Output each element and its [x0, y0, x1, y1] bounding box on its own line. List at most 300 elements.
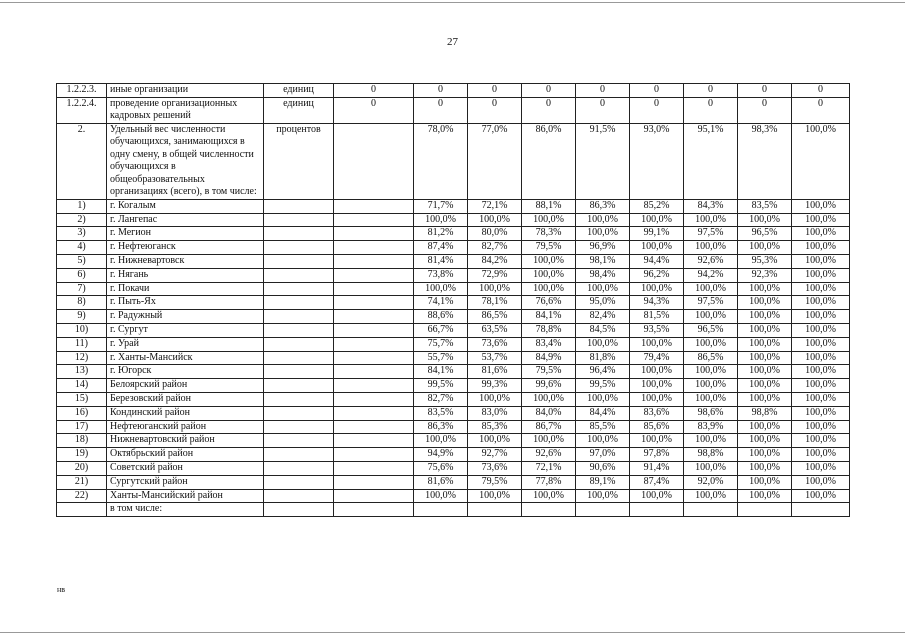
indicators-table: [56, 83, 850, 517]
row-index-cell: 15): [57, 392, 107, 406]
row-name-cell: Березовский район: [107, 392, 264, 406]
row-value-cell: 94,4%: [630, 254, 684, 268]
row-value-cell: 100,0%: [738, 448, 792, 462]
row-value-cell: 100,0%: [576, 489, 630, 503]
row-base-value-cell: [334, 489, 414, 503]
row-value-cell: 100,0%: [738, 213, 792, 227]
row-name-cell: Октябрьский район: [107, 448, 264, 462]
table-row: [57, 84, 850, 98]
row-value-cell: 100,0%: [792, 323, 850, 337]
row-value-cell: 100,0%: [684, 241, 738, 255]
row-value-cell: 85,3%: [468, 420, 522, 434]
row-name-cell: г. Нефтеюганск: [107, 241, 264, 255]
row-value-cell: 100,0%: [522, 213, 576, 227]
row-value-cell: 74,1%: [414, 296, 468, 310]
row-name-cell: г. Нягань: [107, 268, 264, 282]
row-value-cell: 84,9%: [522, 351, 576, 365]
row-value-cell: 82,7%: [468, 241, 522, 255]
row-value-cell: 100,0%: [414, 434, 468, 448]
row-value-cell: 0: [522, 84, 576, 98]
row-value-cell: 93,5%: [630, 323, 684, 337]
row-value-cell: 100,0%: [684, 282, 738, 296]
table-row: [57, 282, 850, 296]
row-value-cell: 100,0%: [630, 392, 684, 406]
table-row: [57, 489, 850, 503]
row-value-cell: 100,0%: [630, 379, 684, 393]
row-value-cell: 100,0%: [414, 282, 468, 296]
row-unit-cell: [264, 268, 334, 282]
table-row: [57, 254, 850, 268]
row-index-cell: 18): [57, 434, 107, 448]
table-row: [57, 199, 850, 213]
row-value-cell: 100,0%: [630, 282, 684, 296]
row-base-value-cell: [334, 227, 414, 241]
row-index-cell: 13): [57, 365, 107, 379]
page-number: 27: [447, 36, 458, 48]
row-value-cell: 100,0%: [630, 213, 684, 227]
row-value-cell: 100,0%: [684, 392, 738, 406]
row-value-cell: 100,0%: [792, 282, 850, 296]
row-value-cell: 92,0%: [684, 475, 738, 489]
row-value-cell: 99,3%: [468, 379, 522, 393]
row-index-cell: 6): [57, 268, 107, 282]
row-index-cell: 2.: [57, 123, 107, 199]
row-unit-cell: [264, 406, 334, 420]
row-value-cell: 84,0%: [522, 406, 576, 420]
table-row: [57, 268, 850, 282]
row-value-cell: 89,1%: [576, 475, 630, 489]
row-value-cell: 73,6%: [468, 461, 522, 475]
row-name-cell: Удельный вес численности обучающихся, занимающихся в одну смену, в общей численности обучающихся в общеобразовательных организациях (всего), в том числе:: [107, 123, 264, 199]
row-value-cell: 97,0%: [576, 448, 630, 462]
row-name-cell: г. Радужный: [107, 310, 264, 324]
row-index-cell: 12): [57, 351, 107, 365]
row-value-cell: 100,0%: [522, 489, 576, 503]
table-row: [57, 97, 850, 123]
row-value-cell: 98,8%: [738, 406, 792, 420]
row-value-cell: 63,5%: [468, 323, 522, 337]
row-value-cell: 80,0%: [468, 227, 522, 241]
row-value-cell: 86,3%: [576, 199, 630, 213]
row-value-cell: 83,0%: [468, 406, 522, 420]
row-value-cell: 100,0%: [738, 392, 792, 406]
row-value-cell: 96,5%: [684, 323, 738, 337]
row-value-cell: 100,0%: [792, 420, 850, 434]
row-value-cell: 81,6%: [468, 365, 522, 379]
row-name-cell: Нефтеюганский район: [107, 420, 264, 434]
row-value-cell: 77,0%: [468, 123, 522, 199]
row-index-cell: 9): [57, 310, 107, 324]
row-value-cell: 100,0%: [576, 337, 630, 351]
row-value-cell: 84,3%: [684, 199, 738, 213]
row-value-cell: 92,6%: [522, 448, 576, 462]
row-unit-cell: [264, 213, 334, 227]
row-index-cell: 4): [57, 241, 107, 255]
row-unit-cell: [264, 227, 334, 241]
row-value-cell: 100,0%: [738, 420, 792, 434]
row-value-cell: 100,0%: [684, 461, 738, 475]
row-value-cell: 100,0%: [522, 268, 576, 282]
row-value-cell: 100,0%: [630, 434, 684, 448]
row-value-cell: 100,0%: [738, 489, 792, 503]
row-value-cell: 0: [576, 97, 630, 123]
row-value-cell: 98,8%: [684, 448, 738, 462]
table-row: [57, 213, 850, 227]
table-row: [57, 503, 850, 517]
row-value-cell: 100,0%: [792, 241, 850, 255]
row-value-cell: 96,9%: [576, 241, 630, 255]
row-index-cell: 14): [57, 379, 107, 393]
row-value-cell: 100,0%: [522, 282, 576, 296]
row-value-cell: 100,0%: [792, 434, 850, 448]
row-value-cell: 97,5%: [684, 227, 738, 241]
row-unit-cell: процентов: [264, 123, 334, 199]
row-value-cell: 73,6%: [468, 337, 522, 351]
table-row: [57, 351, 850, 365]
row-value-cell: 95,0%: [576, 296, 630, 310]
row-value-cell: 100,0%: [468, 392, 522, 406]
row-value-cell: 86,7%: [522, 420, 576, 434]
row-base-value-cell: [334, 337, 414, 351]
row-unit-cell: [264, 503, 334, 517]
row-value-cell: 100,0%: [792, 351, 850, 365]
table-row: [57, 296, 850, 310]
row-value-cell: 100,0%: [792, 489, 850, 503]
row-index-cell: 8): [57, 296, 107, 310]
row-unit-cell: [264, 379, 334, 393]
row-value-cell: 83,5%: [414, 406, 468, 420]
row-unit-cell: [264, 475, 334, 489]
row-value-cell: 91,4%: [630, 461, 684, 475]
table-row: [57, 434, 850, 448]
row-index-cell: 22): [57, 489, 107, 503]
row-base-value-cell: [334, 213, 414, 227]
row-unit-cell: [264, 254, 334, 268]
row-unit-cell: [264, 489, 334, 503]
row-value-cell: 83,6%: [630, 406, 684, 420]
bottom-edge-line: [0, 632, 905, 633]
row-unit-cell: [264, 296, 334, 310]
row-value-cell: 100,0%: [792, 268, 850, 282]
row-value-cell: 100,0%: [792, 475, 850, 489]
table-row: [57, 337, 850, 351]
row-value-cell: 100,0%: [738, 282, 792, 296]
table-row: [57, 475, 850, 489]
row-value-cell: 100,0%: [792, 213, 850, 227]
row-value-cell: 100,0%: [738, 434, 792, 448]
row-value-cell: 71,7%: [414, 199, 468, 213]
row-value-cell: 84,1%: [414, 365, 468, 379]
row-value-cell: 75,7%: [414, 337, 468, 351]
row-value-cell: 0: [468, 97, 522, 123]
row-value-cell: 100,0%: [684, 365, 738, 379]
row-name-cell: проведение организационных кадровых решений: [107, 97, 264, 123]
row-value-cell: 83,5%: [738, 199, 792, 213]
row-unit-cell: [264, 434, 334, 448]
row-unit-cell: [264, 392, 334, 406]
row-value-cell: 85,5%: [576, 420, 630, 434]
row-value-cell: 79,5%: [522, 241, 576, 255]
row-value-cell: 0: [792, 84, 850, 98]
row-base-value-cell: 0: [334, 84, 414, 98]
row-index-cell: 19): [57, 448, 107, 462]
row-value-cell: 84,4%: [576, 406, 630, 420]
row-index-cell: 7): [57, 282, 107, 296]
row-value-cell: 100,0%: [738, 241, 792, 255]
row-index-cell: 1): [57, 199, 107, 213]
row-value-cell: 81,4%: [414, 254, 468, 268]
row-value-cell: 100,0%: [630, 241, 684, 255]
row-unit-cell: [264, 282, 334, 296]
row-value-cell: 83,4%: [522, 337, 576, 351]
row-value-cell: 0: [576, 84, 630, 98]
row-value-cell: 100,0%: [792, 123, 850, 199]
row-value-cell: 79,4%: [630, 351, 684, 365]
row-index-cell: 17): [57, 420, 107, 434]
row-value-cell: 78,3%: [522, 227, 576, 241]
row-index-cell: 20): [57, 461, 107, 475]
row-value-cell: [522, 503, 576, 517]
row-value-cell: [576, 503, 630, 517]
row-base-value-cell: [334, 296, 414, 310]
footer-note: нв: [57, 585, 66, 594]
row-value-cell: 100,0%: [792, 448, 850, 462]
row-index-cell: 3): [57, 227, 107, 241]
row-value-cell: 100,0%: [576, 434, 630, 448]
row-value-cell: 0: [414, 84, 468, 98]
row-name-cell: Ханты-Мансийский район: [107, 489, 264, 503]
row-value-cell: 83,9%: [684, 420, 738, 434]
row-value-cell: 86,5%: [684, 351, 738, 365]
row-value-cell: 100,0%: [468, 489, 522, 503]
row-name-cell: г. Сургут: [107, 323, 264, 337]
row-base-value-cell: [334, 379, 414, 393]
row-index-cell: 5): [57, 254, 107, 268]
row-index-cell: 1.2.2.3.: [57, 84, 107, 98]
row-value-cell: 100,0%: [792, 227, 850, 241]
row-value-cell: 53,7%: [468, 351, 522, 365]
row-value-cell: 90,6%: [576, 461, 630, 475]
row-value-cell: 100,0%: [630, 365, 684, 379]
row-unit-cell: единиц: [264, 84, 334, 98]
row-name-cell: г. Лангепас: [107, 213, 264, 227]
row-value-cell: 81,8%: [576, 351, 630, 365]
row-value-cell: 100,0%: [684, 213, 738, 227]
row-value-cell: 55,7%: [414, 351, 468, 365]
row-value-cell: 100,0%: [414, 213, 468, 227]
row-value-cell: 88,1%: [522, 199, 576, 213]
row-value-cell: 94,3%: [630, 296, 684, 310]
table-row: [57, 379, 850, 393]
row-value-cell: 100,0%: [792, 365, 850, 379]
row-unit-cell: [264, 323, 334, 337]
row-value-cell: 100,0%: [792, 379, 850, 393]
row-value-cell: 100,0%: [684, 379, 738, 393]
row-index-cell: 21): [57, 475, 107, 489]
row-value-cell: 77,8%: [522, 475, 576, 489]
row-value-cell: 72,9%: [468, 268, 522, 282]
top-edge-line: [0, 2, 905, 3]
row-unit-cell: [264, 199, 334, 213]
table-row: [57, 323, 850, 337]
row-value-cell: 95,1%: [684, 123, 738, 199]
row-value-cell: 100,0%: [738, 337, 792, 351]
row-name-cell: г. Урай: [107, 337, 264, 351]
row-value-cell: 100,0%: [684, 310, 738, 324]
row-name-cell: г. Мегион: [107, 227, 264, 241]
row-value-cell: 94,9%: [414, 448, 468, 462]
row-base-value-cell: [334, 475, 414, 489]
row-value-cell: 100,0%: [630, 489, 684, 503]
row-value-cell: 82,7%: [414, 392, 468, 406]
row-value-cell: 86,5%: [468, 310, 522, 324]
row-value-cell: 100,0%: [792, 254, 850, 268]
row-value-cell: [630, 503, 684, 517]
row-value-cell: 100,0%: [792, 310, 850, 324]
row-name-cell: г. Нижневартовск: [107, 254, 264, 268]
table-row: [57, 420, 850, 434]
row-value-cell: 100,0%: [792, 392, 850, 406]
row-value-cell: 98,6%: [684, 406, 738, 420]
row-value-cell: 100,0%: [576, 227, 630, 241]
row-value-cell: 0: [630, 84, 684, 98]
row-value-cell: 75,6%: [414, 461, 468, 475]
row-value-cell: 96,4%: [576, 365, 630, 379]
row-unit-cell: [264, 461, 334, 475]
row-value-cell: 92,3%: [738, 268, 792, 282]
row-name-cell: г. Югорск: [107, 365, 264, 379]
row-base-value-cell: [334, 503, 414, 517]
row-value-cell: 96,2%: [630, 268, 684, 282]
row-value-cell: 84,5%: [576, 323, 630, 337]
row-base-value-cell: 0: [334, 97, 414, 123]
row-name-cell: Сургутский район: [107, 475, 264, 489]
row-base-value-cell: [334, 310, 414, 324]
row-base-value-cell: [334, 406, 414, 420]
row-value-cell: 100,0%: [522, 434, 576, 448]
row-value-cell: 100,0%: [792, 461, 850, 475]
row-value-cell: 78,0%: [414, 123, 468, 199]
row-value-cell: 81,6%: [414, 475, 468, 489]
row-value-cell: [414, 503, 468, 517]
row-value-cell: 72,1%: [522, 461, 576, 475]
row-value-cell: 100,0%: [738, 379, 792, 393]
row-value-cell: 79,5%: [522, 365, 576, 379]
row-value-cell: 100,0%: [738, 365, 792, 379]
row-value-cell: 98,3%: [738, 123, 792, 199]
row-value-cell: 85,2%: [630, 199, 684, 213]
row-value-cell: [684, 503, 738, 517]
row-index-cell: 1.2.2.4.: [57, 97, 107, 123]
row-value-cell: 92,7%: [468, 448, 522, 462]
row-value-cell: 100,0%: [414, 489, 468, 503]
row-value-cell: 94,2%: [684, 268, 738, 282]
row-value-cell: 100,0%: [738, 351, 792, 365]
table-row: [57, 123, 850, 199]
row-value-cell: 99,5%: [414, 379, 468, 393]
row-value-cell: 72,1%: [468, 199, 522, 213]
row-value-cell: 84,2%: [468, 254, 522, 268]
row-value-cell: 100,0%: [468, 434, 522, 448]
row-value-cell: 100,0%: [792, 337, 850, 351]
row-base-value-cell: [334, 254, 414, 268]
row-index-cell: 2): [57, 213, 107, 227]
row-base-value-cell: [334, 434, 414, 448]
row-value-cell: 81,2%: [414, 227, 468, 241]
row-unit-cell: единиц: [264, 97, 334, 123]
table-row: [57, 392, 850, 406]
row-value-cell: 100,0%: [576, 213, 630, 227]
row-base-value-cell: [334, 199, 414, 213]
row-base-value-cell: [334, 282, 414, 296]
row-value-cell: 0: [684, 84, 738, 98]
row-base-value-cell: [334, 461, 414, 475]
row-value-cell: 0: [630, 97, 684, 123]
row-index-cell: [57, 503, 107, 517]
row-unit-cell: [264, 310, 334, 324]
row-name-cell: в том числе:: [107, 503, 264, 517]
row-value-cell: 99,6%: [522, 379, 576, 393]
row-value-cell: 100,0%: [738, 310, 792, 324]
row-value-cell: 87,4%: [630, 475, 684, 489]
row-base-value-cell: [334, 241, 414, 255]
row-base-value-cell: [334, 351, 414, 365]
row-base-value-cell: [334, 420, 414, 434]
row-index-cell: 10): [57, 323, 107, 337]
row-base-value-cell: [334, 123, 414, 199]
row-value-cell: 0: [684, 97, 738, 123]
row-value-cell: 0: [522, 97, 576, 123]
row-value-cell: [468, 503, 522, 517]
row-value-cell: 100,0%: [522, 392, 576, 406]
row-value-cell: 100,0%: [792, 406, 850, 420]
row-value-cell: 100,0%: [468, 213, 522, 227]
row-unit-cell: [264, 337, 334, 351]
table-row: [57, 448, 850, 462]
row-value-cell: 79,5%: [468, 475, 522, 489]
row-unit-cell: [264, 241, 334, 255]
row-index-cell: 16): [57, 406, 107, 420]
row-base-value-cell: [334, 448, 414, 462]
row-base-value-cell: [334, 268, 414, 282]
row-value-cell: 0: [414, 97, 468, 123]
table-row: [57, 365, 850, 379]
row-value-cell: 92,6%: [684, 254, 738, 268]
row-value-cell: 100,0%: [522, 254, 576, 268]
table-row: [57, 241, 850, 255]
row-value-cell: 95,3%: [738, 254, 792, 268]
row-value-cell: 100,0%: [738, 296, 792, 310]
row-name-cell: иные организации: [107, 84, 264, 98]
row-value-cell: 100,0%: [576, 282, 630, 296]
row-value-cell: 97,5%: [684, 296, 738, 310]
row-value-cell: [792, 503, 850, 517]
row-value-cell: 0: [792, 97, 850, 123]
row-name-cell: г. Покачи: [107, 282, 264, 296]
table-row: [57, 406, 850, 420]
row-value-cell: 98,1%: [576, 254, 630, 268]
row-value-cell: 100,0%: [738, 475, 792, 489]
row-value-cell: 98,4%: [576, 268, 630, 282]
row-value-cell: 99,1%: [630, 227, 684, 241]
row-value-cell: 82,4%: [576, 310, 630, 324]
row-value-cell: 100,0%: [684, 337, 738, 351]
row-value-cell: 96,5%: [738, 227, 792, 241]
table-row: [57, 227, 850, 241]
row-value-cell: 100,0%: [576, 392, 630, 406]
row-name-cell: г. Когалым: [107, 199, 264, 213]
row-value-cell: 87,4%: [414, 241, 468, 255]
